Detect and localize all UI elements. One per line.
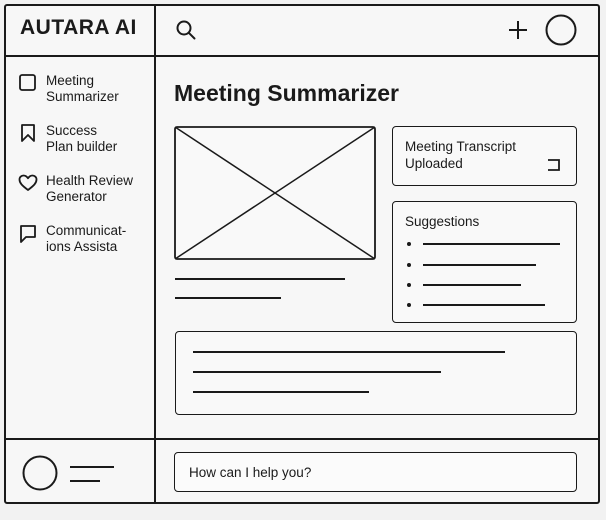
menu-lines-icon[interactable] (70, 466, 114, 468)
transcript-status-label: Meeting Transcript Uploaded (405, 139, 517, 171)
text-placeholder-line (175, 278, 345, 280)
sidebar-item-label: Health Review Generator (46, 173, 134, 204)
summary-text-line (193, 391, 369, 393)
bookmark-icon (18, 123, 38, 143)
plus-icon[interactable] (507, 19, 529, 41)
suggestion-line[interactable] (423, 284, 521, 286)
suggestion-line[interactable] (423, 243, 560, 245)
header-divider (4, 55, 600, 57)
text-placeholder-line (175, 297, 281, 299)
sidebar-item-success-plan-builder[interactable] (18, 123, 138, 157)
summary-text-line (193, 351, 505, 353)
search-icon[interactable] (175, 19, 197, 41)
suggestion-bullet (407, 283, 411, 287)
suggestion-line[interactable] (423, 264, 536, 266)
sidebar-item-label: Meeting Summarizer (46, 73, 119, 104)
image-placeholder (174, 126, 376, 260)
sidebar-divider (154, 4, 156, 504)
suggestion-bullet (407, 303, 411, 307)
suggestions-title: Suggestions (405, 214, 480, 229)
avatar-icon[interactable] (544, 13, 578, 47)
suggestion-bullet (407, 263, 411, 267)
square-icon (18, 73, 38, 93)
heart-icon (18, 173, 38, 193)
summary-text-line (193, 371, 441, 373)
suggestions-card (392, 201, 577, 323)
bracket-icon (546, 158, 562, 172)
sidebar-item-health-review-generator[interactable] (18, 173, 138, 207)
summary-output-box (175, 331, 577, 415)
footer-divider (4, 438, 600, 440)
sidebar-item-label: Communicat- ions Assista (46, 223, 127, 254)
sidebar-item-label: Success Plan builder (46, 123, 118, 154)
chat-input[interactable] (174, 452, 577, 492)
user-avatar-icon[interactable] (21, 454, 59, 492)
transcript-uploaded-card[interactable] (392, 126, 577, 186)
suggestion-bullet (407, 242, 411, 246)
menu-lines-icon[interactable] (70, 480, 100, 482)
chat-bubble-icon (18, 223, 38, 245)
sidebar-item-communications-assistant[interactable] (18, 223, 138, 257)
suggestion-line[interactable] (423, 304, 545, 306)
page-title: Meeting Summarizer (174, 80, 399, 106)
brand-logo: AUTARA AI (20, 16, 137, 39)
sidebar-item-meeting-summarizer[interactable] (18, 73, 138, 107)
